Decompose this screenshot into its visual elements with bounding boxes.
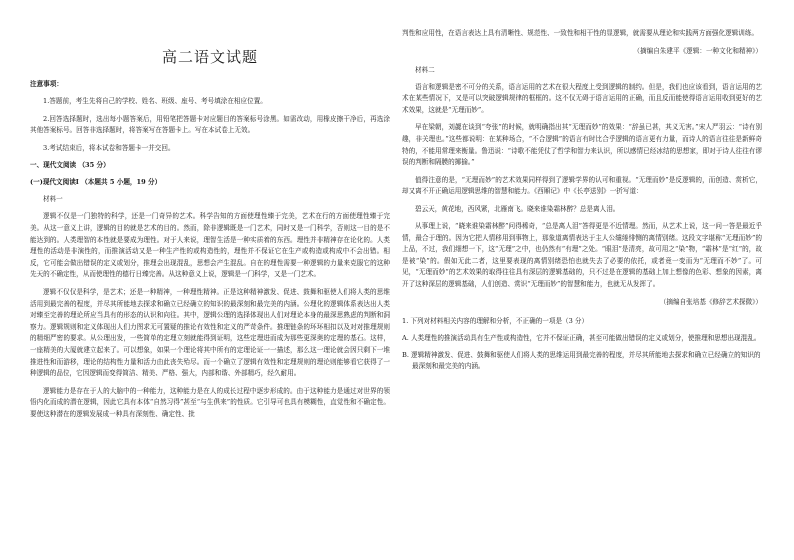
- subsection-heading: (一)现代文阅读Ⅰ （本题共 5 小题，19 分）: [30, 178, 162, 187]
- material-label: 材料一: [43, 195, 63, 204]
- body-paragraph: 语言和逻辑是密不可分的关系，语言运用的艺术在很大程度上受到逻辑的制约。但是，我们也应该看到，语言运用的艺术在某些情况下，又是可以突破逻辑规律的框框的。这不仅无碍于语言运用的正确，而且反而能使得语言运用收到更好的艺术效果，这就是“无理而妙”。: [402, 82, 762, 114]
- body-paragraph: 逻辑不仅仅是科学，是艺术；还是一种精神，一种理性精神。正是这种精神激发、促进、鼓舞和驱使人们将人类的思维活用到最完善的程度，并尽其所能地去探求和确立已经确立的知识的最深刻和最完美的内涵。公理化的逻辑体系表达出人类对臻至完善的理论所应当具有的形态的认识和向往。其中，逻辑公理的选择体现出人们对理论本身的最深思熟虑的判断和洞察力。逻辑规则和定义体现出人们力图求无可置疑的推论有效性和定义的严苛条件。推理链条的环环相扣以及对对推理规则的精细严密的要求。从公理出发，一些简单的定理立刻就能得到证明，这些定理进而成为那些更深奥的定理的基石。这样，一座精美的大厦就建立起来了。可以想象，如果一个理论将其中所有的定理论证一一描述，那么这一理论就会因只剩下一堆推进性和而游移，理论的结构性力量和活力由此丧失殆尽。而一个确立了逻辑有效性和定理规则的理论则能够看它获得了一种逻辑的品位，它因逻辑而变得简洁、精美、严格、强大，内部和谐、外部精巧，经久耐用。: [30, 287, 390, 378]
- notice-1: 1.答题前，考生先将自己的学校、姓名、班级、座号、考号填涂在相应位置。: [43, 97, 267, 105]
- notice-2: 2.回答选择题时，选出每小题答案后，用铅笔把答题卡对应题目的答案标号涂黑。如需改动，用橡皮擦干净后，再选涂其他答案标号。回答非选择题时，将答案写在答题卡上。写在本试卷上无效。: [30, 114, 390, 135]
- body-paragraph: 从事理上说，“晓来谁染霜林醉”问得稀奇，“总是离人泪”答得更是不近情理。然而，从艺术上说，这一问一答是最近乎情，最合于理的。因为它把人情移用到事物上，那象道离情表达于主人公缱绻悱恻的离情别绪。这段文字堪称“无理而妙”的上品，不过，我们细想一下，这“无理”之中，也仍然有“有理”之处。“眼泪”是清亮，故可用之“染”物，“霜林”是“红”的，故是被“染”的。假如无此二者，这里要表现的离情别绪恐怕也就失去了必要的依托，或者竟一变而为“无理而不妙”了。可见，“无理而妙”的艺术效果的取得往往具有深层的逻辑基础的，只不过是在逻辑的基础上加上想像的色彩、想象的因素，离开了这种深层的逻辑基础，人们创造、赏识“无理而妙”的智慧和能力，也就无从发挥了。: [402, 221, 762, 288]
- body-paragraph: 逻辑不仅是一门独特的科学，还是一门奇异的艺术。科学告知的方面使理性臻于完美，艺术在行的方面使理性臻于完美。从这一意义上讲，逻辑的目的就是艺术的目的。然而，除非逻辑既是一门艺术，同时又是一门科学，否则这一目的是不能达到的。人类理智的本性就是要成为理性。对于人来说，理智生活是一种实质着的东西。理性并非精神存在论化的。人类理性的活动是非演性的，而推演活动又是一种生产性的或构造性的，理性并不保证它在生产或构造或构成中不会出错。相反，它可能会做出错误的定义或划分，推理会出现混乱，思想会产生混乱。自在的理性需要一种逻辑的力量来克服它的这种先天的不确定性，从而使理性的德行日臻完善。从这种意义上说，逻辑是一门科学，又是一门艺术。: [30, 212, 390, 279]
- material-label: 材料二: [415, 65, 435, 74]
- option-b: B. 逻辑精神激发、促进、鼓舞和驱使人们将人类的思维运用到最完善的程度，并尽其所能地去探求和确立已经确立的知识的最深刻和最完美的内涵。: [402, 350, 761, 371]
- right-column: [402, 0, 762, 378]
- notice-title: 注意事项：: [30, 80, 63, 88]
- question-stem: 1. 下列对材料相关内容的理解和分析，不正确的一项是（3 分）: [402, 316, 589, 325]
- source-citation: （摘编自张培基《修辞艺术探微》）: [659, 297, 762, 306]
- exam-title: 高二语文试题: [161, 48, 258, 66]
- option-a: A. 人类理性的推演活动具有生产性或构造性，它并不保证正确，甚至可能做出错误的定义或划分，使推理和思想出现混乱。: [402, 334, 761, 343]
- notice-3: 3.考试结束后，将本试卷和答题卡一并交回。: [43, 143, 175, 152]
- body-paragraph: 值得注意的是，“无理而妙”的艺术效果同样得到了逻辑学界的认可和重视。“无理而妙”是反逻辑的，而创造、赏析它，却又离不开正确运用逻辑思维的智慧和能力。《西厢记》中《长亭送别》一折写道：: [402, 175, 762, 196]
- source-citation: （摘编自朱建平《逻辑：一种文化和精神》）: [633, 46, 762, 55]
- body-paragraph: 早在梁朝，刘勰在谈到“夸张”的时候，就明确指出其“无理而妙”的效果：“辞虽已甚，其义无害。”宋人严羽云：“诗有别趣，非关理也。”这些都说明：在某种场合，“不合逻辑”的语言有时比合乎逻辑的语言更有力量，而诗人的语言往往是新鲜奇特的，不能用常理来衡量。鲁迅说：“诗歌不能凭仗了哲学和智力来认识，所以感情已经冰结的思想家，即对于诗人往往有谬误的判断和隔膜的揶揄。”: [402, 123, 762, 167]
- continued-paragraph: 判性和应用性，在语言表达上具有清晰性、规范性、一致性和相干性的显逻辑，就需要从理论和实践两方面强化逻辑训练。: [402, 29, 759, 37]
- body-paragraph: 逻辑能力是存在于人的大脑中的一种能力，这种能力是在人的成长过程中逐步形成的。由于这种能力是通过对世界的领悟内化而成的潜在逻辑，因此它具有本体“自然习得”甚至“与生俱来”的性质。它引导可也具有模糊性，直觉性和不确定性。要使这种潜在的逻辑发展成一种具有深刻性、确定性、批: [30, 386, 390, 418]
- left-column: [30, 0, 390, 426]
- poem-quote: 碧云天，黄花地，西风紧，北雁南飞。晓来谁染霜林醉？总是离人泪。: [415, 204, 620, 213]
- section-heading: 一、现代文阅读 （35 分）: [30, 161, 110, 170]
